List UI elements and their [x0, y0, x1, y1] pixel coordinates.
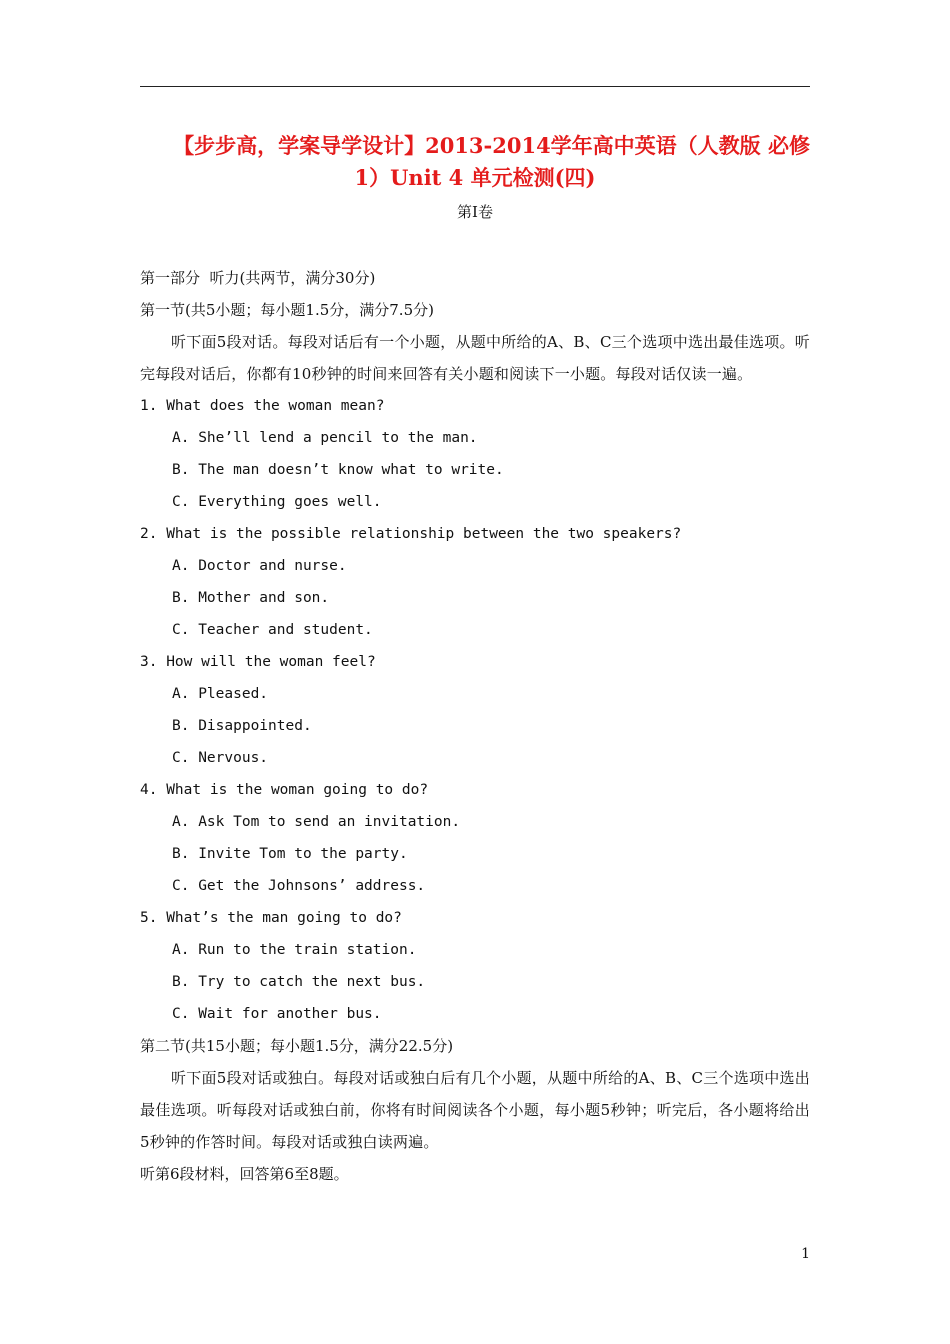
question-1	[140, 390, 810, 518]
material-note: 听第6段材料，回答第6至8题。	[140, 1165, 349, 1183]
question-text: 1. What does the woman mean?	[140, 398, 385, 414]
option-b: B. Invite Tom to the party.	[172, 846, 408, 862]
option-c: C. Wait for another bus.	[172, 1006, 382, 1022]
question-3	[140, 646, 810, 774]
question-text: 3. How will the woman feel?	[140, 654, 376, 670]
question-5	[140, 902, 810, 1030]
part-heading: 第一部分 听力(共两节，满分30分)	[140, 269, 376, 287]
option-c: C. Get the Johnsons’ address.	[172, 878, 426, 894]
page-number: 1	[801, 1246, 810, 1262]
section2-heading: 第二节(共15小题；每小题1.5分，满分22.5分)	[140, 1037, 454, 1055]
header-rule	[140, 86, 810, 87]
document-body	[140, 262, 810, 1190]
question-2	[140, 518, 810, 646]
question-text: 4. What is the woman going to do?	[140, 782, 429, 798]
document-title-line2: 1）Unit 4 单元检测(四)	[354, 165, 596, 190]
volume-label: 第Ⅰ卷	[457, 203, 493, 221]
section1-heading: 第一节(共5小题；每小题1.5分，满分7.5分)	[140, 301, 434, 319]
option-a: A. Ask Tom to send an invitation.	[172, 814, 461, 830]
section1-instructions: 听下面5段对话。每段对话后有一个小题，从题中所给的A、B、C三个选项中选出最佳选项。听完每段对话后，你都有10秒钟的时间来回答有关小题和阅读下一小题。每段对话仅读一遍。	[140, 333, 810, 383]
option-c: C. Nervous.	[172, 750, 269, 766]
question-4	[140, 774, 810, 902]
option-b: B. Disappointed.	[172, 718, 312, 734]
option-b: B. Try to catch the next bus.	[172, 974, 426, 990]
option-a: A. Run to the train station.	[172, 942, 417, 958]
option-c: C. Everything goes well.	[172, 494, 382, 510]
option-a: A. She’ll lend a pencil to the man.	[172, 430, 478, 446]
option-b: B. Mother and son.	[172, 590, 330, 606]
document-title-line1: 【步步高，学案导学设计】2013-2014学年高中英语（人教版 必修	[173, 133, 810, 158]
section2-instructions: 听下面5段对话或独白。每段对话或独白后有几个小题，从题中所给的A、B、C三个选项中选出最佳选项。听每段对话或独白前，你将有时间阅读各个小题，每小题5秒钟；听完后，各小题将给出5秒钟的作答时间。每段对话或独白读两遍。	[140, 1069, 810, 1151]
option-b: B. The man doesn’t know what to write.	[172, 462, 504, 478]
question-text: 5. What’s the man going to do?	[140, 910, 402, 926]
option-a: A. Doctor and nurse.	[172, 558, 347, 574]
question-text: 2. What is the possible relationship between the two speakers?	[140, 526, 682, 542]
option-a: A. Pleased.	[172, 686, 269, 702]
option-c: C. Teacher and student.	[172, 622, 373, 638]
